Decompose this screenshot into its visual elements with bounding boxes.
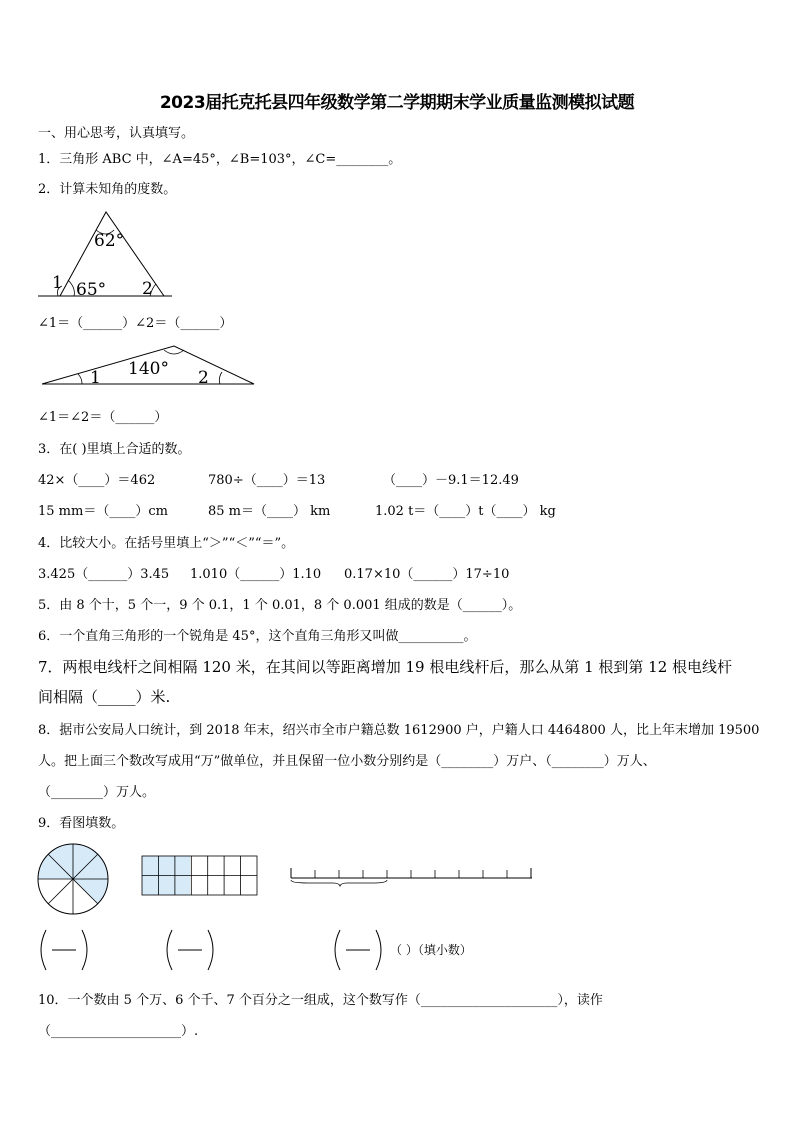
angle-140-label: 140° bbox=[128, 359, 169, 379]
angle-1-label-2: 1 bbox=[90, 368, 101, 388]
question-6: 6．一个直角三角形的一个锐角是 45°，这个直角三角形又叫做__________。 bbox=[38, 629, 477, 644]
question-9: 9．看图填数。 bbox=[38, 816, 125, 831]
angle-top-label: 62° bbox=[94, 231, 125, 251]
fraction-circle-figure bbox=[36, 842, 110, 916]
angle-2-label-2: 2 bbox=[198, 368, 209, 388]
q3-item-6: 1.02 t＝（____）t（____） kg bbox=[375, 504, 556, 519]
question-8-line-3: （________）万人。 bbox=[38, 785, 156, 800]
q4-item-1: 3.425（______）3.45 bbox=[38, 567, 170, 582]
fraction-blank-2[interactable] bbox=[164, 928, 216, 972]
angle-left-label: 65° bbox=[76, 280, 107, 300]
decimal-answer-blank[interactable]: （ ）（填小数） bbox=[390, 943, 472, 957]
question-8-line-1: 8．据市公安局人口统计，到 2018 年末，绍兴市全市户籍总数 1612900 户，户籍人口 4464800 人，比上年末增加 19500 bbox=[38, 723, 760, 738]
question-2: 2．计算未知角的度数。 bbox=[38, 182, 177, 197]
question-10-line-1: 10．一个数由 5 个万、6 个千、7 个百分之一组成，这个数写作（_____________________），读作 bbox=[38, 993, 603, 1008]
triangle-figure bbox=[36, 208, 176, 303]
fraction-blank-1[interactable] bbox=[38, 928, 90, 972]
q3-item-2: 780÷（____）＝13 bbox=[208, 473, 326, 488]
q3-item-5: 85 m＝（____） km bbox=[208, 504, 331, 519]
q3-item-1: 42×（____）＝462 bbox=[38, 473, 156, 488]
question-5: 5．由 8 个十，5 个一，9 个 0.1，1 个 0.01，8 个 0.001 组成的数是（______）。 bbox=[38, 598, 522, 613]
question-7-line-2: 间相隔（_____）米. bbox=[38, 688, 171, 706]
page-title: 2023届托克托县四年级数学第二学期期末学业质量监测模拟试题 bbox=[159, 93, 635, 113]
q4-item-2: 1.010（______）1.10 bbox=[190, 567, 322, 582]
question-2-answer-1: ∠1＝（______）∠2＝（______） bbox=[38, 316, 233, 331]
obtuse-triangle-figure bbox=[38, 340, 260, 390]
question-10-line-2: （____________________）. bbox=[38, 1024, 199, 1039]
q3-item-3: （____）－9.1＝12.49 bbox=[383, 473, 519, 488]
question-8-line-2: 人。把上面三个数改写成用“万”做单位，并且保留一位小数分别约是（________）万户、（________）万人、 bbox=[38, 754, 656, 769]
question-7-line-1: 7．两根电线杆之间相隔 120 米，在其间以等距离增加 19 根电线杆后，那么从第 1 根到第 12 根电线杆 bbox=[38, 658, 733, 676]
q4-item-3: 0.17×10（______）17÷10 bbox=[344, 567, 510, 582]
question-4: 4．比较大小。在括号里填上“＞”“＜”“＝”。 bbox=[38, 536, 295, 551]
q3-item-4: 15 mm＝（____）cm bbox=[38, 504, 168, 519]
angle-2-label: 2 bbox=[142, 279, 153, 299]
fraction-blank-3[interactable] bbox=[332, 928, 384, 972]
angle-1-label: 1 bbox=[52, 273, 63, 293]
question-1: 1．三角形 ABC 中，∠A=45°，∠B=103°，∠C=________。 bbox=[38, 152, 402, 167]
question-3: 3．在( )里填上合适的数。 bbox=[38, 442, 191, 457]
question-2-answer-2: ∠1＝∠2＝（______） bbox=[38, 410, 168, 425]
number-line-figure bbox=[288, 862, 536, 888]
section-heading: 一、用心思考，认真填写。 bbox=[38, 126, 195, 141]
fraction-grid-figure bbox=[141, 855, 259, 897]
